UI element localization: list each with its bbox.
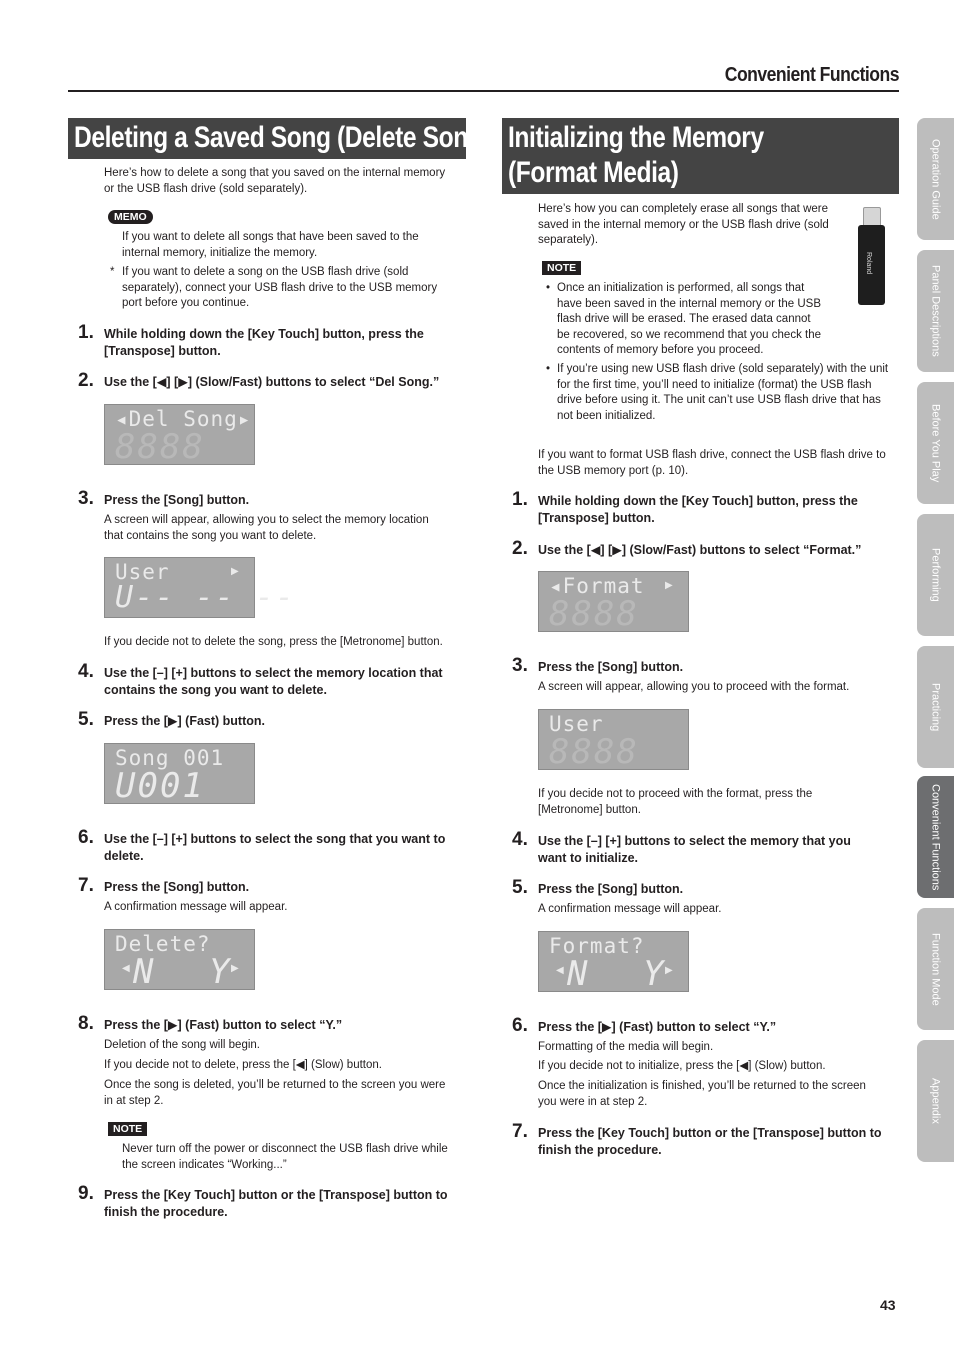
left-section-title: Deleting a Saved Song (Delete Song) <box>68 118 466 159</box>
lcd-line-1: Song 001 <box>115 746 225 770</box>
step-1: While holding down the [Key Touch] button, press the [Transpose] button. <box>538 494 858 525</box>
header-rule <box>68 90 899 92</box>
right-arrow-icon: ▶ <box>231 963 239 974</box>
step-number: 7. <box>78 875 94 896</box>
lcd-display-del-song <box>104 404 255 465</box>
step-number: 8. <box>78 1013 94 1034</box>
bullet-icon: • <box>546 363 551 375</box>
step-number: 1. <box>512 489 528 510</box>
lcd-ghost-segments: 8888 <box>115 427 205 467</box>
note-bullet-2: If you’re using new USB flash drive (sold separately) with the unit for the first time, you’ll need to initialize (format) the USB flash drive before using it. The unit can’t use USB flash drive that has not been initialized. <box>557 363 889 422</box>
lcd-line-1: User <box>549 712 604 736</box>
left-intro: Here’s how to delete a song that you saved on the internal memory or the USB flash drive (sold separately). <box>104 167 446 195</box>
step-7: Press the [Song] button. <box>104 880 250 894</box>
step-number: 5. <box>78 709 94 730</box>
step-5: Press the [▶] (Fast) button. <box>104 714 266 728</box>
right-arrow-icon: ▶ <box>665 965 673 976</box>
right-arrow-icon: ▶ <box>665 580 673 591</box>
memo-usb-text: If you want to delete a song on the USB flash drive (sold separately), connect your USB flash drive to the USB memory port before you continue. <box>122 266 438 309</box>
step-7-desc: A confirmation message will appear. <box>104 901 288 913</box>
tab-before-you-play[interactable]: Before You Play <box>917 382 954 504</box>
step-6-desc-2: If you decide not to initialize, press the [◀] (Slow) button. <box>538 1060 826 1072</box>
step-4: Use the [–] [+] buttons to select the memory location that contains the song you want to delete. <box>104 666 443 697</box>
page-number: 43 <box>880 1297 896 1313</box>
note-text: Never turn off the power or disconnect the USB flash drive while the screen indicates “Working...” <box>122 1143 448 1171</box>
usb-flash-drive-image <box>852 207 892 309</box>
step-5: Press the [Song] button. <box>538 882 684 896</box>
tab-appendix[interactable]: Appendix <box>917 1040 954 1162</box>
memo-text: If you want to delete all songs that have been saved to the internal memory, initialize the memory. <box>122 231 419 259</box>
tab-performing[interactable]: Performing <box>917 514 954 636</box>
step-8: Press the [▶] (Fast) button to select “Y.” <box>104 1018 343 1032</box>
lcd-display-format-confirm <box>538 931 689 992</box>
lcd-line-1: ◂Format <box>549 574 645 598</box>
memo-badge: MEMO <box>108 210 153 224</box>
format-usb-text: If you want to format USB flash drive, connect the USB flash drive to the USB memory port (p. 10). <box>538 449 886 477</box>
step-6-desc-1: Formatting of the media will begin. <box>538 1041 714 1053</box>
lcd-line-1: Delete? <box>115 932 211 956</box>
lcd-display-song-001 <box>104 743 255 804</box>
lcd-ghost-segments: 8888 <box>549 732 639 772</box>
step-number: 3. <box>512 655 528 676</box>
step-6: Use the [–] [+] buttons to select the song that you want to delete. <box>104 832 446 863</box>
tab-function-mode[interactable]: Function Mode <box>917 908 954 1030</box>
lcd-display-format <box>538 571 689 632</box>
lcd-display-user <box>104 557 296 618</box>
step-8-desc-3: Once the song is deleted, you’ll be returned to the screen you were in at step 2. <box>104 1079 446 1107</box>
lcd-line-2: U001 <box>115 766 205 806</box>
left-arrow-icon: ◀ <box>556 965 564 976</box>
step-3-note: If you decide not to proceed with the format, press the [Metronome] button. <box>538 788 813 816</box>
step-number: 4. <box>78 661 94 682</box>
right-intro: Here’s how you can completely erase all songs that were saved in the internal memory or the USB flash drive (sold separately). <box>538 203 829 246</box>
step-4: Use the [–] [+] buttons to select the memory that you want to initialize. <box>538 834 851 865</box>
lcd-line-1: User <box>115 560 170 584</box>
step-number: 9. <box>78 1183 94 1204</box>
step-number: 5. <box>512 877 528 898</box>
tab-convenient-functions[interactable]: Convenient Functions <box>917 776 954 898</box>
lcd-line-1: Format? <box>549 934 645 958</box>
step-number: 2. <box>78 370 94 391</box>
note-badge: NOTE <box>542 261 581 275</box>
step-number: 1. <box>78 322 94 343</box>
lcd-display-user <box>538 709 689 770</box>
step-2: Use the [◀] [▶] (Slow/Fast) buttons to select “Del Song.” <box>104 375 440 389</box>
step-3: Press the [Song] button. <box>538 660 684 674</box>
tab-practicing[interactable]: Practicing <box>917 646 954 768</box>
lcd-ghost-segments: 8888 <box>549 594 639 634</box>
lcd-line-2-yes: Y <box>643 954 666 994</box>
section-header: Convenient Functions <box>724 64 899 86</box>
bullet-icon: • <box>546 282 551 294</box>
step-2: Use the [◀] [▶] (Slow/Fast) buttons to select “Format.” <box>538 543 862 557</box>
lcd-line-2-yes: Y <box>209 952 232 992</box>
note-badge: NOTE <box>108 1122 147 1136</box>
lcd-line-2: N <box>567 954 590 994</box>
right-section-title: Initializing the Memory (Format Media) <box>502 118 899 194</box>
step-8-desc-1: Deletion of the song will begin. <box>104 1039 260 1051</box>
memo-asterisk: * <box>110 266 115 278</box>
step-3-note: If you decide not to delete the song, press the [Metronome] button. <box>104 636 443 648</box>
step-number: 6. <box>78 827 94 848</box>
step-6-desc-3: Once the initialization is finished, you’ll be returned to the screen you were in at step 2. <box>538 1080 866 1108</box>
step-number: 7. <box>512 1121 528 1142</box>
lcd-line-2: U-- -- -- <box>115 580 296 615</box>
step-number: 6. <box>512 1015 528 1036</box>
right-arrow-icon: ▶ <box>231 566 239 577</box>
step-9: Press the [Key Touch] button or the [Transpose] button to finish the procedure. <box>104 1188 448 1219</box>
tab-panel-descriptions[interactable]: Panel Descriptions <box>917 250 954 372</box>
step-number: 2. <box>512 538 528 559</box>
usb-brand-label: Roland <box>865 252 872 275</box>
step-6: Press the [▶] (Fast) button to select “Y.” <box>538 1020 777 1034</box>
step-number: 3. <box>78 488 94 509</box>
step-1: While holding down the [Key Touch] button, press the [Transpose] button. <box>104 327 424 358</box>
step-7: Press the [Key Touch] button or the [Transpose] button to finish the procedure. <box>538 1126 882 1157</box>
lcd-display-delete <box>104 929 255 990</box>
step-5-desc: A confirmation message will appear. <box>538 903 722 915</box>
note-bullet-1: Once an initialization is performed, all songs that have been saved in the internal memory or the USB flash drive will be erased. The erased data cannot be recovered, so we recommend that you check the contents of memory before you proceed. <box>557 282 822 356</box>
step-8-desc-2: If you decide not to delete, press the [◀] (Slow) button. <box>104 1059 382 1071</box>
step-3-desc: A screen will appear, allowing you to proceed with the format. <box>538 681 850 693</box>
step-number: 4. <box>512 829 528 850</box>
lcd-line-2: N <box>133 952 156 992</box>
left-arrow-icon: ◀ <box>122 963 130 974</box>
step-3-desc: A screen will appear, allowing you to select the memory location that contains the song you want to delete. <box>104 514 429 542</box>
tab-operation-guide[interactable]: Operation Guide <box>917 118 954 240</box>
lcd-line-1: ◂Del Song▸ <box>115 407 252 431</box>
step-3: Press the [Song] button. <box>104 493 250 507</box>
